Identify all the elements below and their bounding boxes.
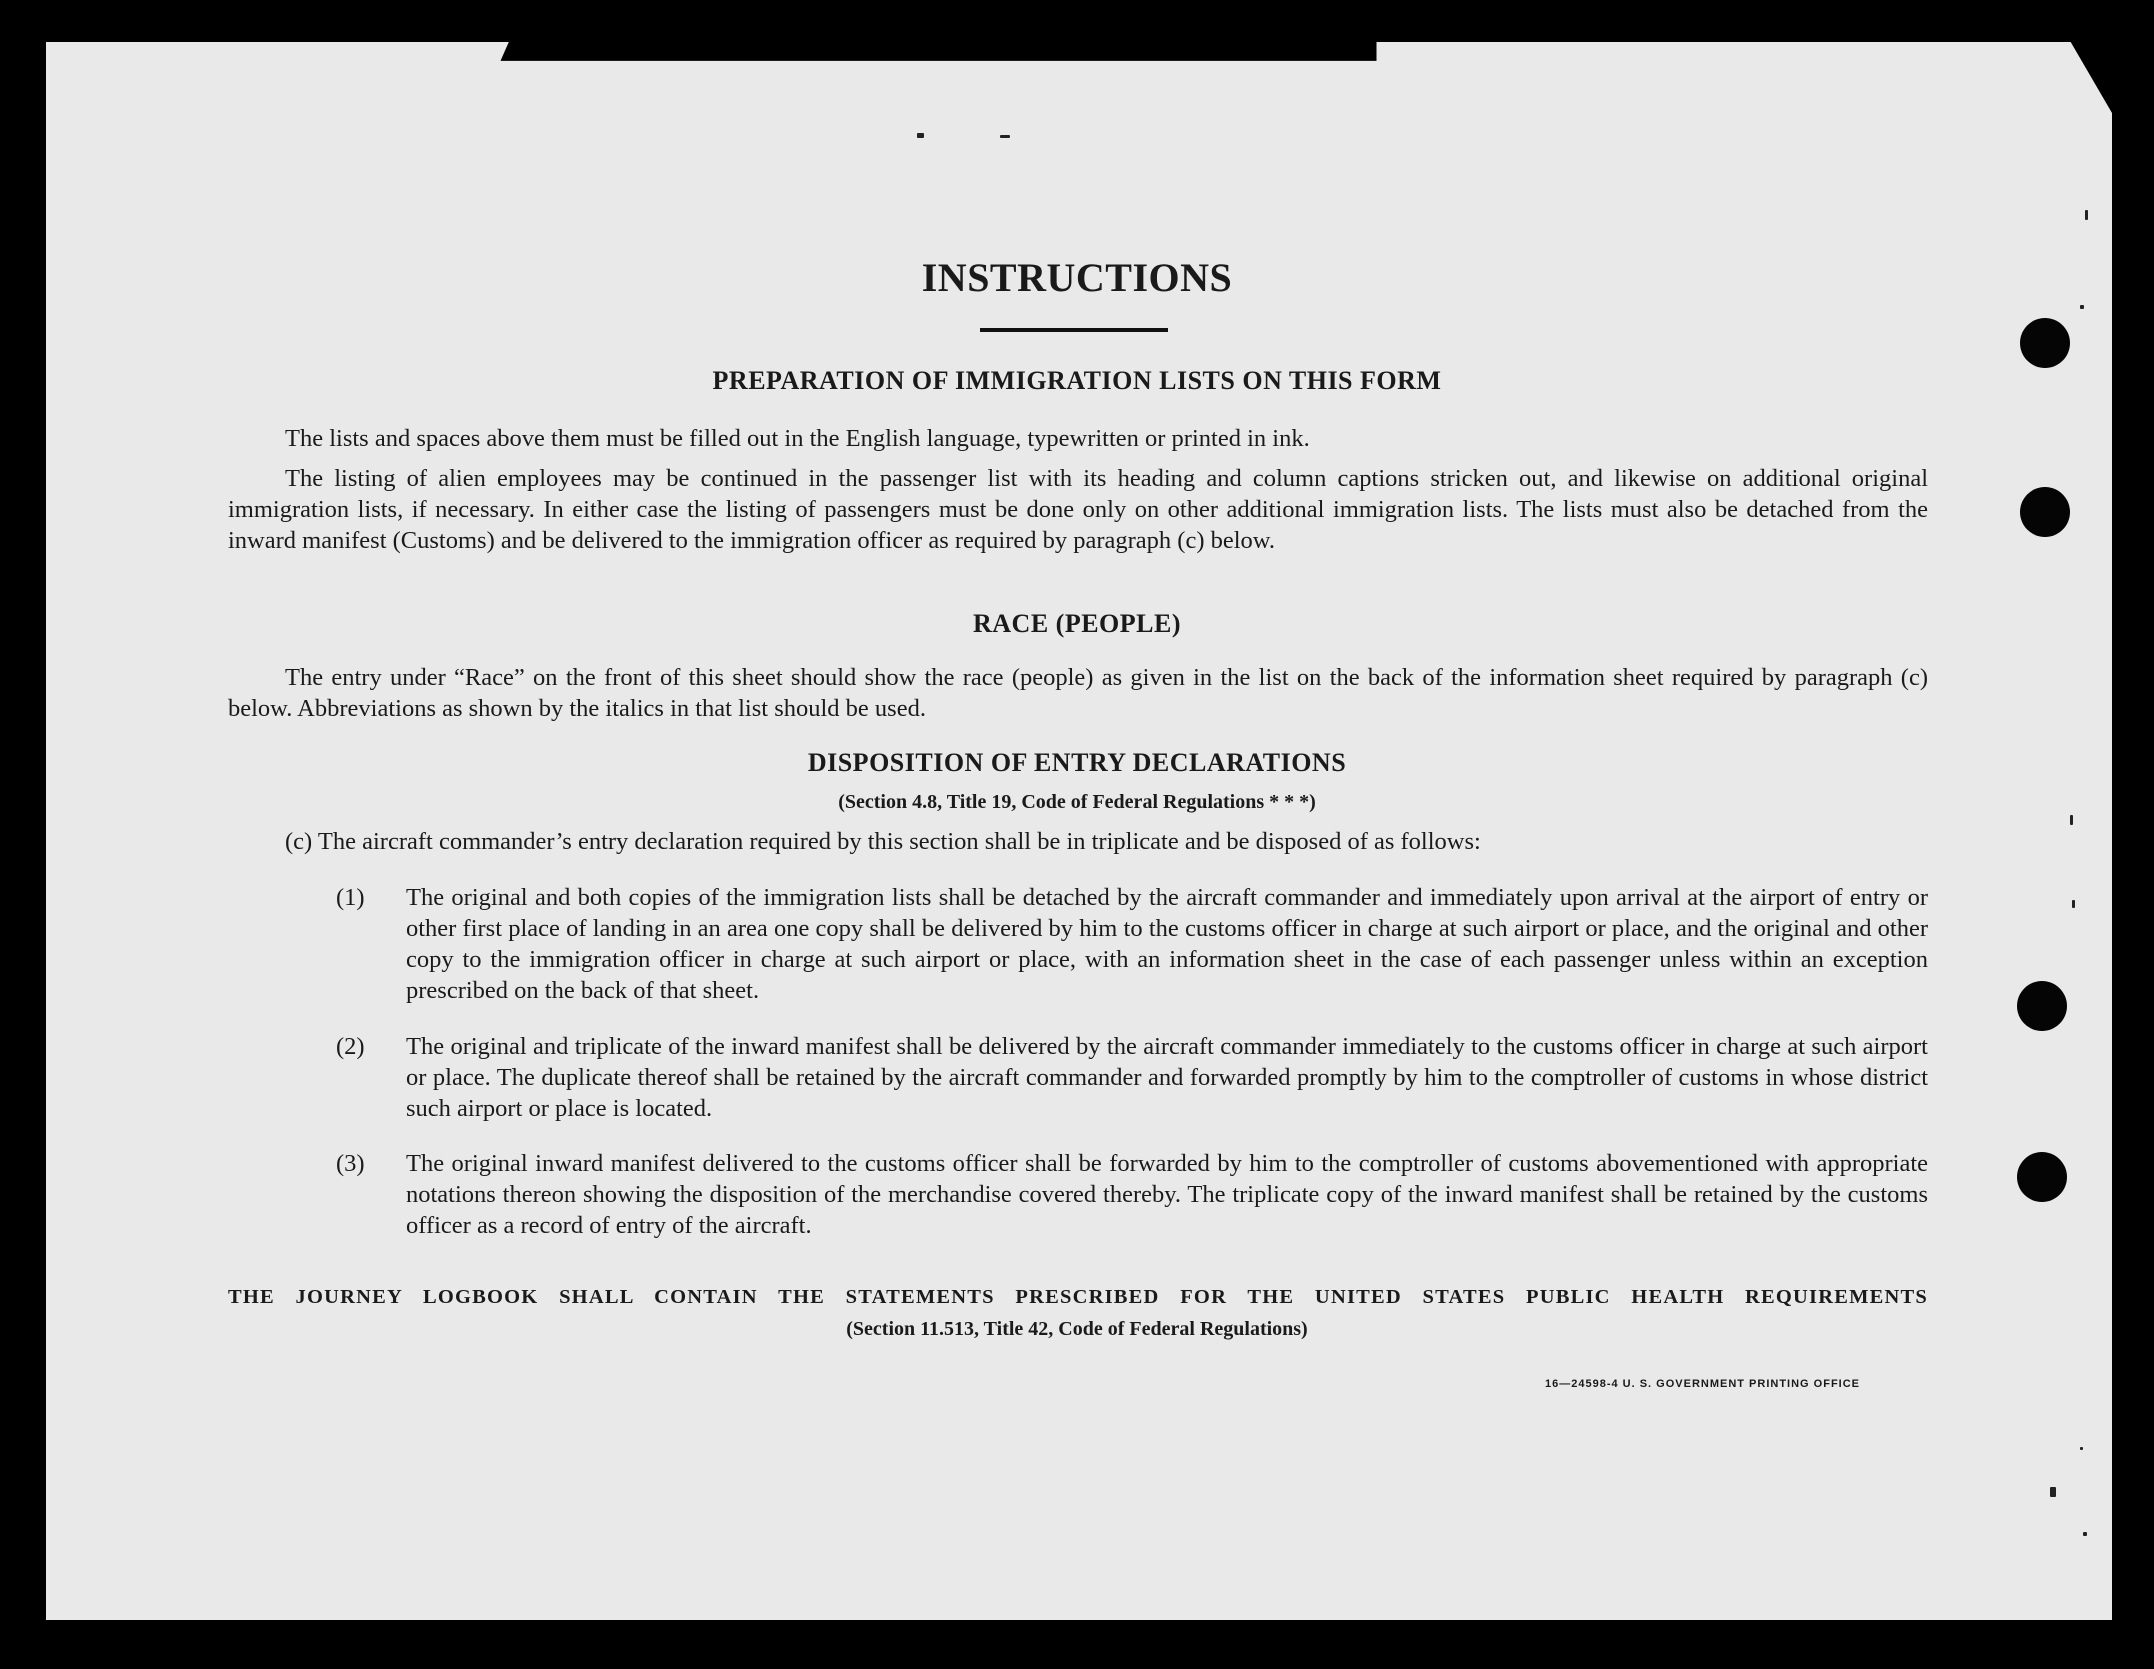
punch-hole <box>2020 318 2070 368</box>
title-underline <box>980 328 1168 332</box>
list-item-number: (1) <box>336 884 365 911</box>
list-item-text: The original inward manifest delivered to the customs officer shall be forwarded by him to the comptroller of customs abovementioned with appropriate notations thereon showing the disposition of the merchandise covered thereby. The triplicate copy of the inward manifest shall be retained by the customs officer as a record of entry of the aircraft. <box>406 1150 1928 1239</box>
paragraph-c-label: (c) <box>285 828 313 855</box>
list-item <box>336 882 1928 1006</box>
section-heading-race: RACE (PEOPLE) <box>973 609 1181 638</box>
punch-hole <box>2020 487 2070 537</box>
section-heading-disposition: DISPOSITION OF ENTRY DECLARATIONS <box>807 748 1347 777</box>
paragraph-alien-employees: The listing of alien employees may be continued in the passenger list with its heading and column captions stricken out, and likewise on additional original immigration lists, if necessary. In either case the listing of passengers must be done only on other additional immigration lists. The lists must also be detached from the inward manifest (Customs) and be delivered to the immigration officer as required by paragraph (c) below. <box>228 465 1928 554</box>
footer-citation: (Section 11.513, Title 42, Code of Federal Regulations) <box>846 1318 1308 1340</box>
list-item <box>336 1031 1928 1124</box>
paragraph-language: The lists and spaces above them must be filled out in the English language, typewritten or printed in ink. <box>285 425 1310 452</box>
list-item-text: The original and both copies of the immigration lists shall be detached by the aircraft commander and immediately upon arrival at the airport of entry or other first place of landing in an area one copy shall be delivered by him to the customs officer in charge at such airport or place, and the original and other copy to the immigration officer in charge at such airport or place, with an information sheet in the case of each passenger unless within an exception prescribed on the back of that sheet. <box>406 884 1928 1004</box>
list-item-number: (3) <box>336 1150 365 1177</box>
footer-statement: THE JOURNEY LOGBOOK SHALL CONTAIN THE STATEMENTS PRESCRIBED FOR THE UNITED STATES PUBLIC HEALTH REQUIREMENTS <box>228 1286 1928 1308</box>
punch-hole <box>2017 981 2067 1031</box>
list-item-text: The original and triplicate of the inward manifest shall be delivered by the aircraft commander immediately to the customs officer in charge at such airport or place. The duplicate thereof shall be retained by the aircraft commander and forwarded promptly by him to the comptroller of customs in whose district such airport or place is located. <box>406 1033 1928 1122</box>
list-item-number: (2) <box>336 1033 365 1060</box>
section-citation: (Section 4.8, Title 19, Code of Federal Regulations * * *) <box>838 791 1316 813</box>
printer-imprint: 16—24598-4 U. S. GOVERNMENT PRINTING OFFICE <box>1545 1378 1861 1390</box>
paragraph-race: The entry under “Race” on the front of this sheet should show the race (people) as given in the list on the back of the information sheet required by paragraph (c) below. Abbreviations as shown by the italics in that list should be used. <box>228 664 1928 722</box>
paragraph-c <box>285 826 1928 857</box>
list-item <box>336 1148 1928 1241</box>
page-title: INSTRUCTIONS <box>921 255 1233 300</box>
paragraph-c-text: The aircraft commander’s entry declaration required by this section shall be in triplicate and be disposed of as follows: <box>317 828 1481 855</box>
punch-hole <box>2017 1152 2067 1202</box>
section-heading-preparation: PREPARATION OF IMMIGRATION LISTS ON THIS FORM <box>712 366 1442 395</box>
